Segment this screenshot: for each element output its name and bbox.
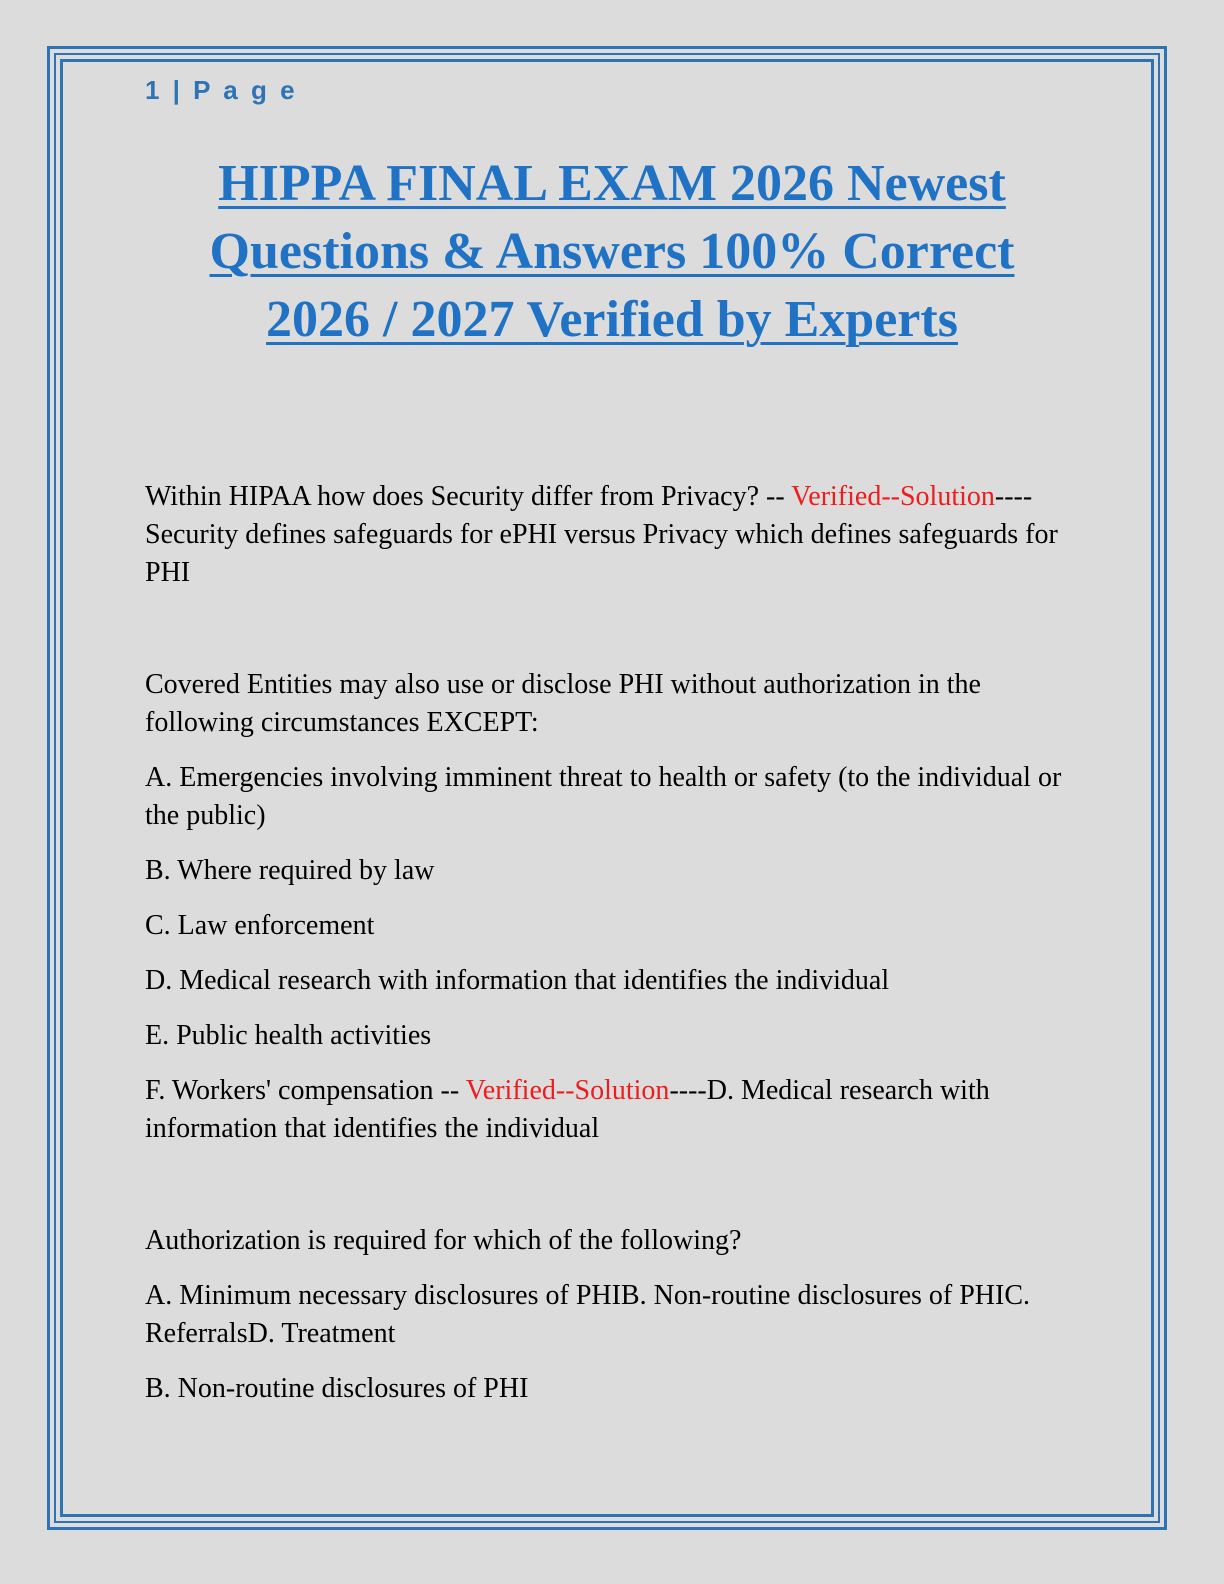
question-3-answer: B. Non-routine disclosures of PHI [145,1373,529,1404]
question-1-text: Within HIPAA how does Security differ from Privacy? -- [145,481,792,512]
question-2-option-e: E. Public health activities [145,1020,432,1051]
question-1-solution-tag: Verified--Solution [791,481,995,512]
question-2-option-f-text: F. Workers' compensation -- [145,1075,466,1106]
title-line-3: 2026 / 2027 Verified by Experts [266,291,958,348]
title-line-2: Questions & Answers 100% Correct [209,223,1015,280]
question-3-options: A. Minimum necessary disclosures of PHIB. Non-routine disclosures of PHIC. ReferralsD. Treatment [145,1280,1031,1349]
question-2-option-d: D. Medical research with information that identifies the individual [145,965,890,996]
question-2: Covered Entities may also use or disclose PHI without authorization in the following circumstances EXCEPT: [145,669,981,738]
question-2-solution-tag: Verified--Solution [465,1075,670,1106]
question-2-option-f [145,1072,1080,1148]
question-2-option-a: A. Emergencies involving imminent threat to health or safety (to the individual or the public) [145,762,1062,831]
document-title [112,150,1112,354]
question-1 [145,478,1080,592]
question-3: Authorization is required for which of the following? [145,1225,742,1256]
question-2-answer: ----D. Medical research with information that identifies the individual [145,1075,990,1144]
question-1-answer: ----Security defines safeguards for ePHI versus Privacy which defines safeguards for PHI [145,481,1058,588]
question-2-option-b: B. Where required by law [145,855,435,886]
page-number-label: 1 | P a g e [145,75,298,105]
question-2-option-c: C. Law enforcement [145,910,375,941]
exam-content [145,478,1080,1408]
title-line-1: HIPPA FINAL EXAM 2026 Newest [218,155,1006,212]
